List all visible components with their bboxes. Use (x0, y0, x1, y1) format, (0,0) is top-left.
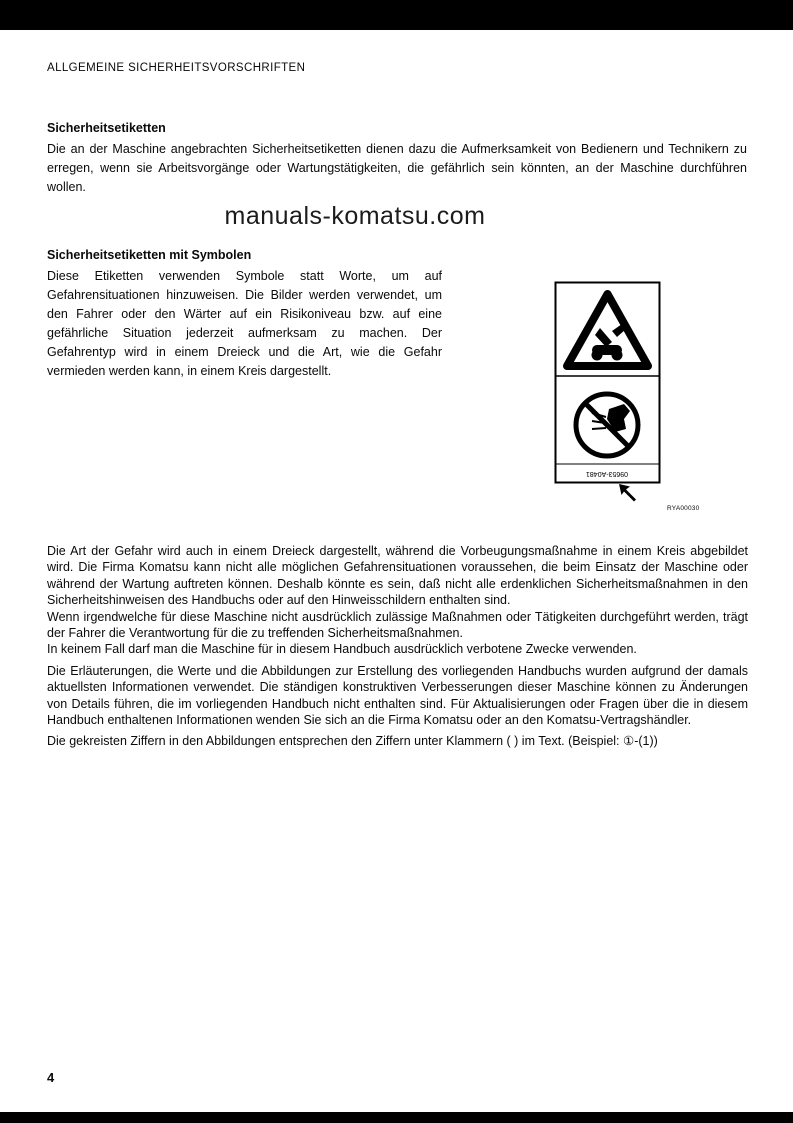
paragraph-manual-updates: Die Erläuterungen, die Werte und die Abbildungen zur Erstellung des vorliegenden Handbuchs wurden aufgrund der damals aktuellsten Informationen verwendet. Die ständigen konstruktiven Verbesserungen dieser Maschine können zu Änderungen von Details führen, die im vorliegenden Handbuch nicht enthalten sind. Für Aktualisierungen oder Fragen über die in diesem Handbuch enthaltenen Informationen wenden Sie sich an die Firma Komatsu oder an den Komatsu-Vertragshändler. (47, 663, 748, 728)
paragraph-forbidden-use: In keinem Fall darf man die Maschine für in diesem Handbuch ausdrücklich verbotene Zwecke verwenden. (47, 642, 637, 657)
paragraph-operator-responsibility: Wenn irgendwelche für diese Maschine nicht ausdrücklich zulässige Maßnahmen oder Tätigkeiten durchgeführt werden, trägt der Fahrer die Verantwortung für die zu treffenden Sicherheitsmaßnahmen. (47, 609, 748, 641)
watermark-text: manuals-komatsu.com (224, 202, 486, 230)
paragraph-hazard-representation: Die Art der Gefahr wird auch in einem Dreieck dargestellt, während die Vorbeugungsmaßnahme in einem Kreis abgebildet wird. Die Firma Komatsu kann nicht alle möglichen Gefahrensituationen voraussehen, die beim Einsatz der Maschine oder während der Wartung auftreten können. Deshalb könnte es sein, daß nicht alle erdenklichen Sicherheitsmaßnahmen in den Sicherheitshinweisen des Handbuchs oder auf den Hinweisschildern enthalten sind. (47, 544, 748, 608)
paragraph-circled-numbers: Die gekreisten Ziffern in den Abbildungen entsprechen den Ziffern unter Klammern ( ) im Text. (Beispiel: ①-(1)) (47, 734, 658, 749)
page-header: ALLGEMEINE SICHERHEITSVORSCHRIFTEN (47, 62, 306, 74)
section-heading-symbols: Sicherheitsetiketten mit Symbolen (47, 248, 252, 262)
top-edge-bar (0, 0, 793, 30)
figure-reference-code: RYA00030 (667, 505, 700, 512)
pointer-arrow-icon (616, 481, 640, 505)
page-number: 4 (47, 1070, 55, 1085)
safety-label-icon (554, 281, 661, 484)
bottom-edge-bar (0, 1112, 793, 1123)
label-part-number: 09653-A0481 (585, 470, 629, 477)
body-paragraphs (47, 543, 748, 750)
section-paragraph-symbols: Diese Etiketten verwenden Symbole statt Worte, um auf Gefahrensituationen hinzuweisen. Die Bilder werden verwendet, um den Fahrer oder den Wärter auf ein Risikoniveau bzw. auf eine gefährliche Situation jederzeit aufmerksam zu machen. Der Gefahrentyp wird in einem Dreieck und die Art, wie die Gefahr vermieden werden kann, in einem Kreis dargestellt. (47, 269, 442, 378)
section-heading-labels: Sicherheitsetiketten (47, 121, 166, 135)
section-paragraph-labels: Die an der Maschine angebrachten Sicherheitsetiketten dienen dazu die Aufmerksamkeit von Bedienern und Technikern zu erregen, wenn sie Arbeitsvorgänge oder Wartungstätigkeiten, die gefährlich sein könnten, an der Maschine durchführen wollen. (47, 142, 747, 194)
safety-label-figure (554, 281, 724, 521)
